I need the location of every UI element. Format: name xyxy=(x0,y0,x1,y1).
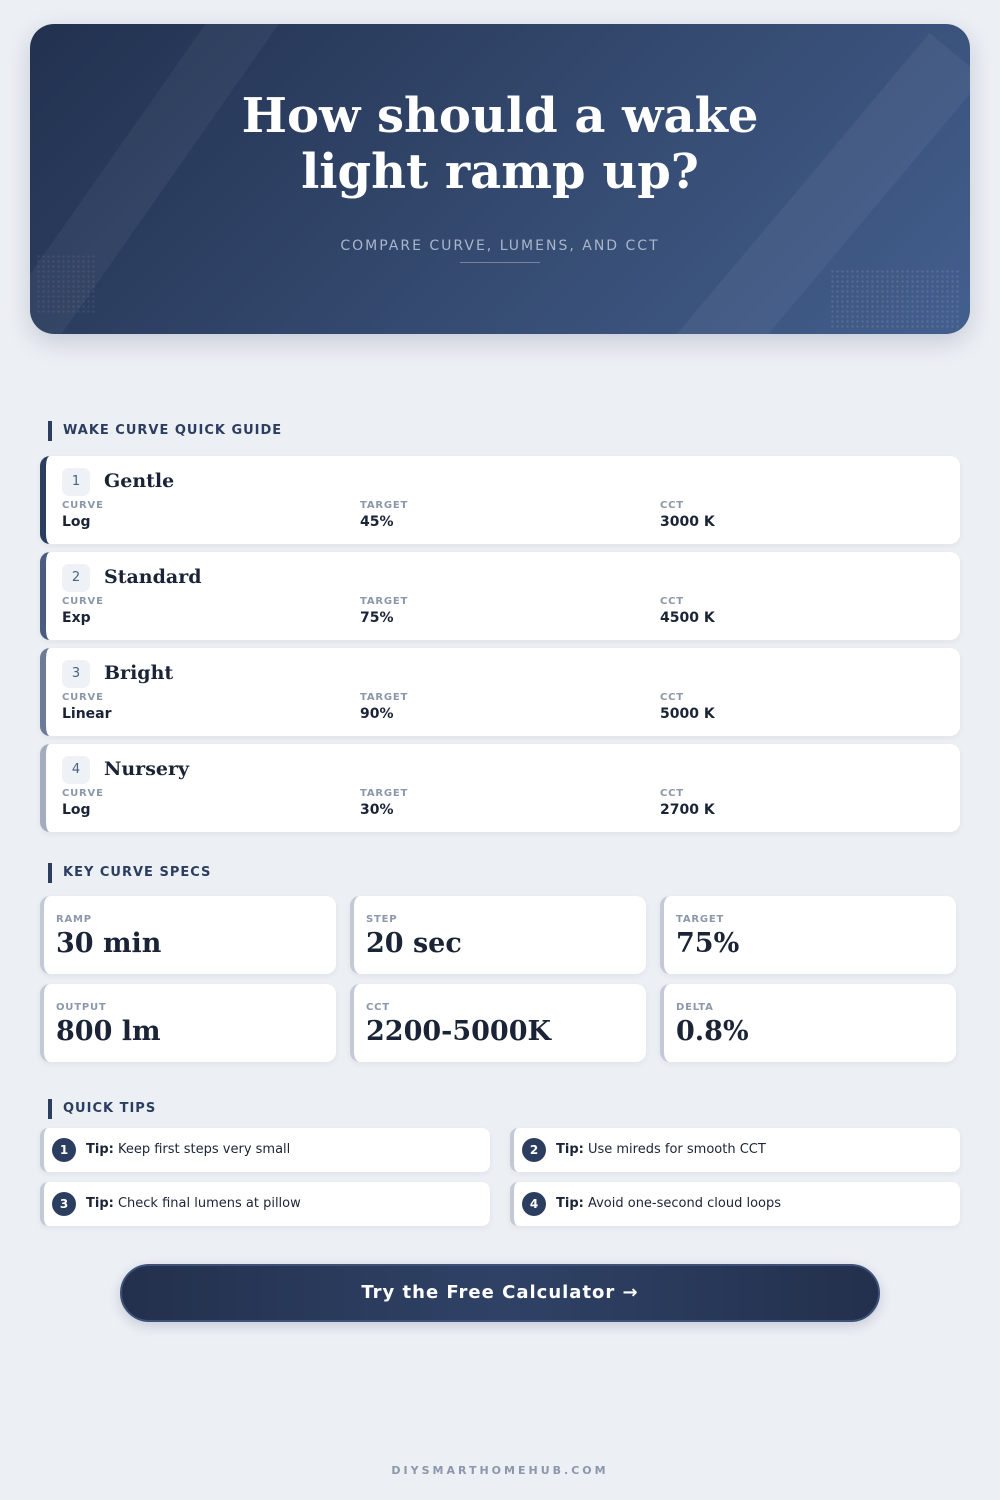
guide-field-value: Log xyxy=(62,802,91,818)
calculator-cta-button[interactable]: Try the Free Calculator → xyxy=(120,1264,880,1322)
tip-prefix: Tip: xyxy=(556,1142,584,1157)
spec-value: 800 lm xyxy=(56,1016,161,1047)
tip-prefix: Tip: xyxy=(86,1196,114,1211)
tip-card xyxy=(40,1128,490,1172)
guide-number-badge: 1 xyxy=(62,468,90,496)
section-label-specs: KEY CURVE SPECS xyxy=(48,863,211,883)
tip-card xyxy=(510,1128,960,1172)
tip-number-badge: 4 xyxy=(522,1192,546,1216)
spec-label: TARGET xyxy=(676,914,725,925)
spec-label: CCT xyxy=(366,1002,390,1013)
guide-field-value: 75% xyxy=(360,610,394,626)
tip-body: Keep first steps very small xyxy=(117,1142,291,1157)
guide-field-label: TARGET xyxy=(360,500,409,511)
tip-number-badge: 3 xyxy=(52,1192,76,1216)
guide-field-label: CCT xyxy=(660,692,684,703)
spec-card-ramp xyxy=(40,896,336,974)
spec-value: 20 sec xyxy=(366,928,462,959)
guide-field-label: CURVE xyxy=(62,596,104,607)
tip-text xyxy=(86,1142,290,1157)
guide-field-value: 90% xyxy=(360,706,394,722)
guide-card-gentle xyxy=(40,456,960,544)
tip-body: Check final lumens at pillow xyxy=(117,1196,301,1211)
guide-field-value: Exp xyxy=(62,610,91,626)
guide-field-cct xyxy=(660,500,715,530)
page-subtitle: COMPARE CURVE, LUMENS, AND CCT xyxy=(340,238,660,254)
spec-value: 0.8% xyxy=(676,1016,749,1047)
guide-field-label: TARGET xyxy=(360,788,409,799)
tip-prefix: Tip: xyxy=(86,1142,114,1157)
guide-field-value: 4500 K xyxy=(660,610,715,626)
tip-body: Use mireds for smooth CCT xyxy=(587,1142,766,1157)
guide-name: Bright xyxy=(104,662,174,684)
guide-field-curve xyxy=(62,596,104,626)
hero-dot-pattern xyxy=(36,254,96,314)
guide-field-label: CURVE xyxy=(62,788,104,799)
guide-number-badge: 3 xyxy=(62,660,90,688)
guide-field-label: CURVE xyxy=(62,500,104,511)
guide-field-cct xyxy=(660,692,715,722)
guide-field-target xyxy=(360,500,408,530)
tip-number-badge: 1 xyxy=(52,1138,76,1162)
guide-field-target xyxy=(360,788,408,818)
hero-dot-pattern xyxy=(830,269,960,329)
guide-card-bright xyxy=(40,648,960,736)
spec-label: STEP xyxy=(366,914,398,925)
guide-field-curve xyxy=(62,500,104,530)
guide-field-label: CCT xyxy=(660,788,684,799)
tip-card xyxy=(510,1182,960,1226)
guide-name: Standard xyxy=(104,566,202,588)
spec-value: 75% xyxy=(676,928,740,959)
guide-name: Gentle xyxy=(104,470,175,492)
guide-field-cct xyxy=(660,596,715,626)
guide-field-label: TARGET xyxy=(360,692,409,703)
spec-card-output xyxy=(40,984,336,1062)
guide-field-curve xyxy=(62,788,104,818)
subtitle-underline xyxy=(460,262,540,263)
spec-label: DELTA xyxy=(676,1002,714,1013)
guide-field-curve xyxy=(62,692,112,722)
guide-field-label: CCT xyxy=(660,596,684,607)
tip-text xyxy=(556,1142,766,1157)
guide-field-label: CURVE xyxy=(62,692,104,703)
guide-field-value: 3000 K xyxy=(660,514,715,530)
spec-label: OUTPUT xyxy=(56,1002,107,1013)
spec-value: 30 min xyxy=(56,928,162,959)
guide-field-value: Log xyxy=(62,514,91,530)
guide-number-badge: 4 xyxy=(62,756,90,784)
spec-card-step xyxy=(350,896,646,974)
section-label-guide: WAKE CURVE QUICK GUIDE xyxy=(48,421,282,441)
hero-banner xyxy=(30,24,970,334)
section-label-tips: QUICK TIPS xyxy=(48,1099,156,1119)
guide-field-label: TARGET xyxy=(360,596,409,607)
spec-value: 2200-5000K xyxy=(366,1016,551,1047)
guide-field-value: 2700 K xyxy=(660,802,715,818)
spec-card-cct xyxy=(350,984,646,1062)
guide-field-value: Linear xyxy=(62,706,112,722)
guide-field-value: 30% xyxy=(360,802,394,818)
tip-body: Avoid one-second cloud loops xyxy=(587,1196,782,1211)
guide-number-badge: 2 xyxy=(62,564,90,592)
spec-label: RAMP xyxy=(56,914,92,925)
footer-site-url[interactable]: DIYSMARTHOMEHUB.COM xyxy=(391,1464,609,1477)
tip-text xyxy=(556,1196,781,1211)
guide-card-nursery xyxy=(40,744,960,832)
guide-field-cct xyxy=(660,788,715,818)
guide-name: Nursery xyxy=(104,758,190,780)
guide-field-target xyxy=(360,596,408,626)
guide-field-value: 5000 K xyxy=(660,706,715,722)
spec-card-delta xyxy=(660,984,956,1062)
tip-prefix: Tip: xyxy=(556,1196,584,1211)
tip-number-badge: 2 xyxy=(522,1138,546,1162)
page-title: How should a wake light ramp up? xyxy=(241,88,759,200)
tip-text xyxy=(86,1196,301,1211)
tip-card xyxy=(40,1182,490,1226)
guide-field-label: CCT xyxy=(660,500,684,511)
guide-field-target xyxy=(360,692,408,722)
guide-card-standard xyxy=(40,552,960,640)
spec-card-target xyxy=(660,896,956,974)
guide-field-value: 45% xyxy=(360,514,394,530)
